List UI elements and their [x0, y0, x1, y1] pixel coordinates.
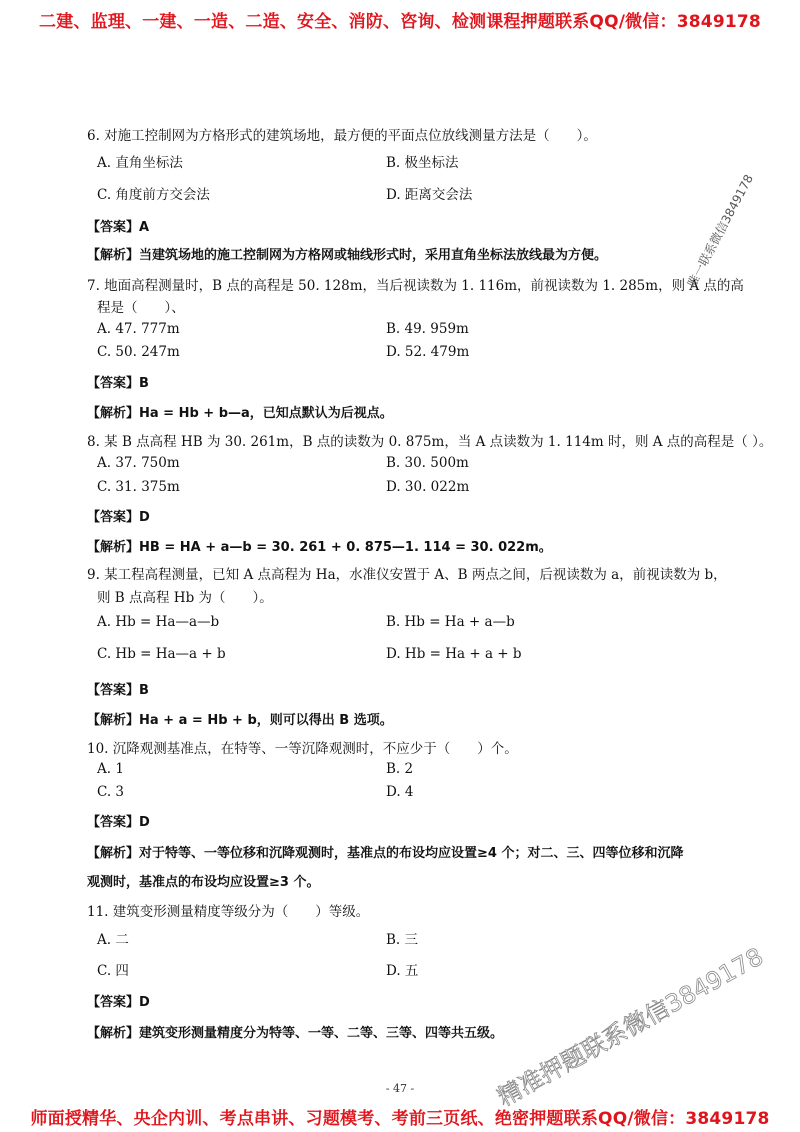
q8-answer: 【答案】D	[87, 510, 150, 525]
q6-option-b: B. 极坐标法	[386, 155, 459, 171]
q8-option-c: C. 31. 375m	[97, 479, 180, 495]
q7-answer: 【答案】B	[87, 376, 149, 391]
q6-option-c: C. 角度前方交会法	[97, 187, 210, 203]
q11-analysis: 【解析】建筑变形测量精度分为特等、一等、二等、三等、四等共五级。	[87, 1026, 504, 1041]
diagonal-watermark: 精准押题联系微信3849178	[492, 942, 768, 1112]
q11-option-d: D. 五	[386, 963, 419, 979]
q6-answer: 【答案】A	[87, 220, 150, 235]
q6-option-d: D. 距离交会法	[386, 187, 473, 203]
q7-option-c: C. 50. 247m	[97, 344, 180, 360]
q11-answer: 【答案】D	[87, 995, 150, 1010]
q6-analysis: 【解析】当建筑场地的施工控制网为方格网或轴线形式时，采用直角坐标法放线最为方便。	[87, 248, 608, 263]
q10-option-a: A. 1	[97, 761, 124, 777]
q9-option-c: C. Hb = Ha—a + b	[97, 646, 226, 662]
side-watermark: 唯一联系微信3849178	[684, 172, 757, 290]
q10-analysis-line1: 【解析】对于特等、一等位移和沉降观测时，基准点的布设均应设置≥4 个；对二、三、四等位移和沉降	[87, 846, 684, 861]
bottom-promo-banner: 师面授精华、央企内训、考点串讲、习题模考、考前三页纸、绝密押题联系QQ/微信：3849178	[30, 1109, 770, 1129]
question-6-stem: 6. 对施工控制网为方格形式的建筑场地，最方便的平面点位放线测量方法是（ ）。	[87, 128, 597, 144]
q10-analysis-line2: 观测时，基准点的布设均应设置≥3 个。	[87, 875, 320, 890]
q6-option-a: A. 直角坐标法	[97, 155, 183, 171]
q8-option-a: A. 37. 750m	[97, 455, 180, 471]
q9-option-b: B. Hb = Ha + a—b	[386, 614, 515, 630]
q10-option-c: C. 3	[97, 784, 125, 800]
q7-option-d: D. 52. 479m	[386, 344, 470, 360]
q9-option-d: D. Hb = Ha + a + b	[386, 646, 522, 662]
page-number: - 47 -	[385, 1082, 415, 1095]
q11-option-a: A. 二	[97, 932, 129, 948]
q7-analysis: 【解析】Ha = Hb + b—a，已知点默认为后视点。	[87, 406, 393, 421]
top-promo-banner: 二建、监理、一建、一造、二造、安全、消防、咨询、检测课程押题联系QQ/微信：3849178	[39, 12, 761, 32]
q9-answer: 【答案】B	[87, 683, 149, 698]
q8-option-b: B. 30. 500m	[386, 455, 469, 471]
q9-option-a: A. Hb = Ha—a—b	[97, 614, 220, 630]
q11-option-b: B. 三	[386, 932, 419, 948]
q11-option-c: C. 四	[97, 963, 129, 979]
question-9-stem-cont: 则 B 点高程 Hb 为（ ）。	[97, 590, 273, 606]
question-10-stem: 10. 沉降观测基准点，在特等、一等沉降观测时，不应少于（ ）个。	[87, 741, 518, 757]
q10-option-b: B. 2	[386, 761, 414, 777]
q7-option-b: B. 49. 959m	[386, 321, 469, 337]
q7-option-a: A. 47. 777m	[97, 321, 180, 337]
q9-analysis: 【解析】Ha + a = Hb + b，则可以得出 B 选项。	[87, 713, 393, 728]
q8-analysis: 【解析】HB = HA + a—b = 30. 261 + 0. 875—1. 114 = 30. 022m。	[87, 540, 552, 555]
question-7-stem: 7. 地面高程测量时，B 点的高程是 50. 128m，当后视读数为 1. 116m，前视读数为 1. 285m，则 A 点的高	[87, 278, 744, 294]
question-7-stem-cont: 程是（ ）、	[97, 300, 185, 316]
question-9-stem: 9. 某工程高程测量，已知 A 点高程为 Ha，水准仪安置于 A、B 两点之间，后视读数为 a，前视读数为 b，	[87, 567, 727, 583]
question-8-stem: 8. 某 B 点高程 HB 为 30. 261m，B 点的读数为 0. 875m，当 A 点读数为 1. 114m 时，则 A 点的高程是（ ）。	[87, 434, 773, 450]
q8-option-d: D. 30. 022m	[386, 479, 470, 495]
q10-answer: 【答案】D	[87, 815, 150, 830]
q10-option-d: D. 4	[386, 784, 414, 800]
question-11-stem: 11. 建筑变形测量精度等级分为（ ）等级。	[87, 904, 370, 920]
